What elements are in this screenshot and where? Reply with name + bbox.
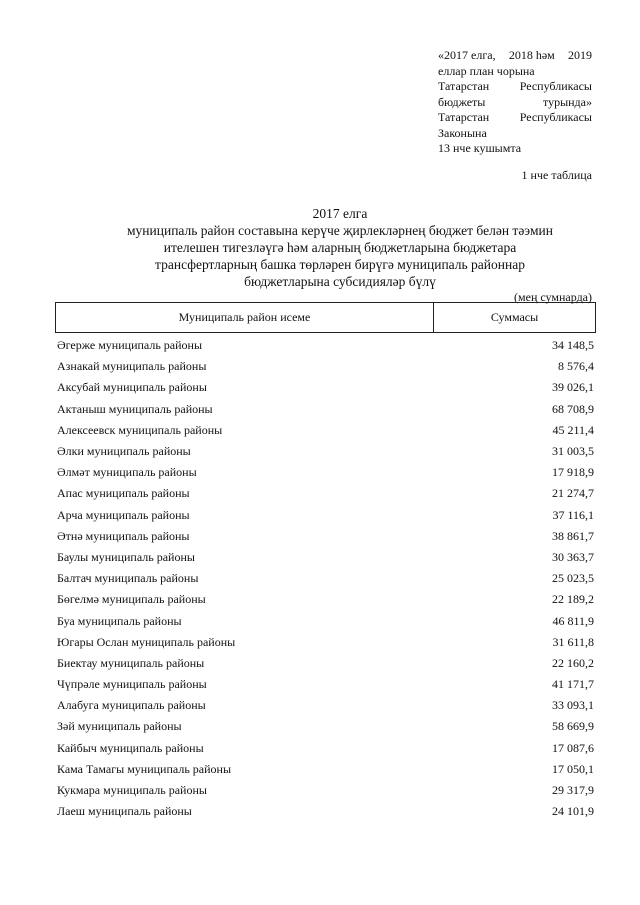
district-name: Кайбыч муниципаль районы	[57, 740, 204, 755]
district-name: Баулы муниципаль районы	[57, 549, 195, 564]
table-number: 1 нче таблица	[521, 168, 592, 182]
table-row	[55, 335, 596, 356]
law-appendix-note	[438, 48, 592, 157]
subsidy-amount: 8 576,4	[558, 359, 594, 374]
subsidy-amount: 17 918,9	[552, 465, 594, 480]
subsidy-amount: 17 050,1	[552, 761, 594, 776]
subsidy-amount: 58 669,9	[552, 719, 594, 734]
district-name: Чүпрәле муниципаль районы	[57, 677, 207, 692]
unit-note: (мең сумнарда)	[514, 290, 592, 304]
title-line-5: бюджетларына субсидияләр бүлү	[244, 274, 436, 289]
table-row	[55, 716, 596, 737]
table-row	[55, 356, 596, 377]
table-row	[55, 632, 596, 653]
title-line-4: трансфертларның башка төрләрен бирүгә муниципаль районнар	[155, 257, 525, 272]
table-row	[55, 505, 596, 526]
district-name: Кукмара муниципаль районы	[57, 783, 207, 798]
district-name: Буа муниципаль районы	[57, 613, 182, 628]
subsidy-amount: 31 003,5	[552, 444, 594, 459]
district-name: Апас муниципаль районы	[57, 486, 190, 501]
subsidy-amount: 30 363,7	[552, 549, 594, 564]
district-name: Бөгелмә муниципаль районы	[57, 592, 206, 607]
table-row	[55, 738, 596, 759]
subsidy-amount: 22 189,2	[552, 592, 594, 607]
table-row	[55, 589, 596, 610]
district-name: Югары Ослан муниципаль районы	[57, 634, 236, 649]
district-name: Алабуга муниципаль районы	[57, 698, 206, 713]
table-row	[55, 483, 596, 504]
subsidy-amount: 29 317,9	[552, 783, 594, 798]
subsidy-amount: 25 023,5	[552, 571, 594, 586]
subsidy-amount: 39 026,1	[552, 380, 594, 395]
table-row	[55, 759, 596, 780]
subsidy-amount: 38 861,7	[552, 528, 594, 543]
subsidy-amount: 41 171,7	[552, 677, 594, 692]
district-name: Зәй муниципаль районы	[57, 719, 182, 734]
district-name: Әгерже муниципаль районы	[57, 338, 203, 353]
district-name: Әлки муниципаль районы	[57, 444, 191, 459]
title-line-3: ителешен тигезләүгә һәм аларның бюджетларына бюджетара	[163, 240, 517, 255]
note-line-7: 13 нче кушымта	[438, 141, 522, 155]
column-header-sum: Суммасы	[490, 310, 539, 324]
subsidy-amount: 34 148,5	[552, 338, 594, 353]
subsidy-amount: 45 211,4	[552, 422, 594, 437]
district-name: Әтнә муниципаль районы	[57, 528, 190, 543]
table-row	[55, 653, 596, 674]
subsidies-table	[55, 302, 596, 822]
table-row	[55, 695, 596, 716]
note-line-2: еллар план чорына	[438, 63, 535, 78]
subsidy-amount: 33 093,1	[552, 698, 594, 713]
table-row	[55, 377, 596, 398]
table-row	[55, 547, 596, 568]
subsidy-amount: 37 116,1	[552, 507, 594, 522]
note-line-5: Татарстан Республикасы	[438, 110, 592, 124]
district-name: Алексеевск муниципаль районы	[57, 422, 223, 437]
district-name: Биектау муниципаль районы	[57, 655, 205, 670]
note-line-6: Законына	[438, 125, 487, 140]
district-name: Балтач муниципаль районы	[57, 571, 199, 586]
table-body	[55, 335, 596, 822]
note-line-3: Татарстан Республикасы	[438, 79, 592, 93]
district-name: Азнакай муниципаль районы	[57, 359, 207, 374]
subsidy-amount: 46 811,9	[552, 613, 594, 628]
table-row	[55, 674, 596, 695]
district-name: Лаеш муниципаль районы	[57, 804, 192, 819]
note-line-4: бюджеты турында»	[438, 94, 592, 109]
table-row	[55, 610, 596, 631]
district-name: Актаныш муниципаль районы	[57, 401, 213, 416]
table-row	[55, 462, 596, 483]
subsidy-amount: 68 708,9	[552, 401, 594, 416]
table-row	[55, 568, 596, 589]
district-name: Аксубай муниципаль районы	[57, 380, 207, 395]
subsidy-amount: 21 274,7	[552, 486, 594, 501]
table-row	[55, 801, 596, 822]
table-row	[55, 399, 596, 420]
title-line-2: муниципаль район составына керүче җирлекләрнең бюджет белән тәэмин	[127, 223, 553, 238]
note-line-1: «2017 елга, 2018 һәм 2019	[438, 48, 592, 62]
title-line-1: 2017 елга	[312, 206, 368, 221]
district-name: Арча муниципаль районы	[57, 507, 190, 522]
district-name: Кама Тамагы муниципаль районы	[57, 761, 232, 776]
table-row	[55, 526, 596, 547]
table-row	[55, 780, 596, 801]
subsidy-amount: 31 611,8	[552, 634, 594, 649]
table-row	[55, 420, 596, 441]
document-title	[40, 205, 640, 290]
subsidy-amount: 17 087,6	[552, 740, 594, 755]
district-name: Әлмәт муниципаль районы	[57, 465, 197, 480]
subsidy-amount: 22 160,2	[552, 655, 594, 670]
table-header	[55, 302, 596, 333]
column-header-name: Муниципаль район исеме	[56, 303, 434, 332]
table-row	[55, 441, 596, 462]
subsidy-amount: 24 101,9	[552, 804, 594, 819]
